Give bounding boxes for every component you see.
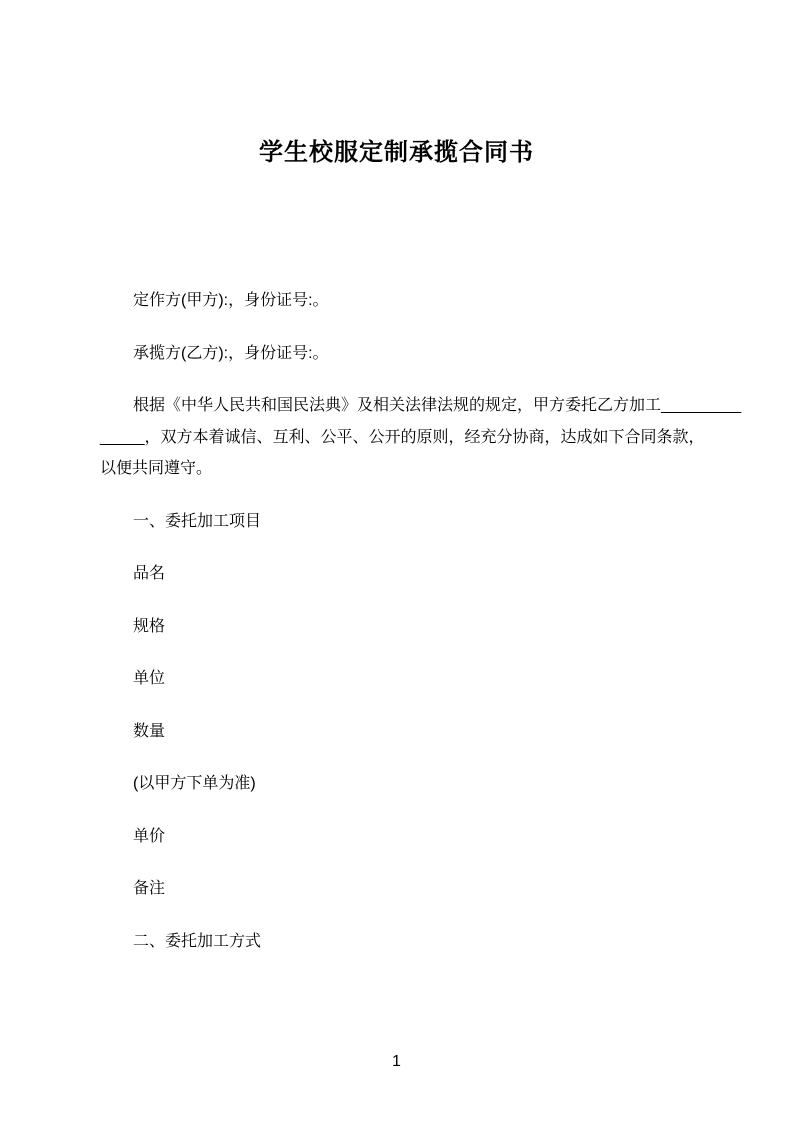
item-specification: 规格 [133, 617, 166, 635]
section-2-heading: 二、委托加工方式 [133, 932, 262, 950]
intro-line-1: 根据《中华人民共和国民法典》及相关法律法规的规定，甲方委托乙方加工_________ [133, 397, 742, 414]
intro-line-3: 以便共同遵守。 [100, 460, 213, 477]
document-body [0, 285, 793, 957]
page-number: 1 [392, 1053, 401, 1070]
item-product-name: 品名 [133, 565, 166, 582]
item-unit: 单位 [133, 670, 166, 687]
item-quantity: 数量 [133, 722, 166, 740]
party-a-line: 定作方(甲方):，身份证号:。 [133, 292, 329, 309]
intro-line-2: _____，双方本着诚信、互利、公平、公开的原则，经充分协商，达成如下合同条款， [100, 428, 705, 446]
document-title: 学生校服定制承揽合同书 [259, 139, 534, 166]
item-remarks: 备注 [133, 880, 166, 897]
item-quantity-note: (以甲方下单为准) [133, 775, 256, 792]
intro-paragraph [100, 390, 742, 485]
section-1-heading: 一、委托加工项目 [133, 512, 262, 530]
item-unit-price: 单价 [133, 827, 166, 845]
party-b-line: 承揽方(乙方):，身份证号:。 [133, 344, 329, 362]
